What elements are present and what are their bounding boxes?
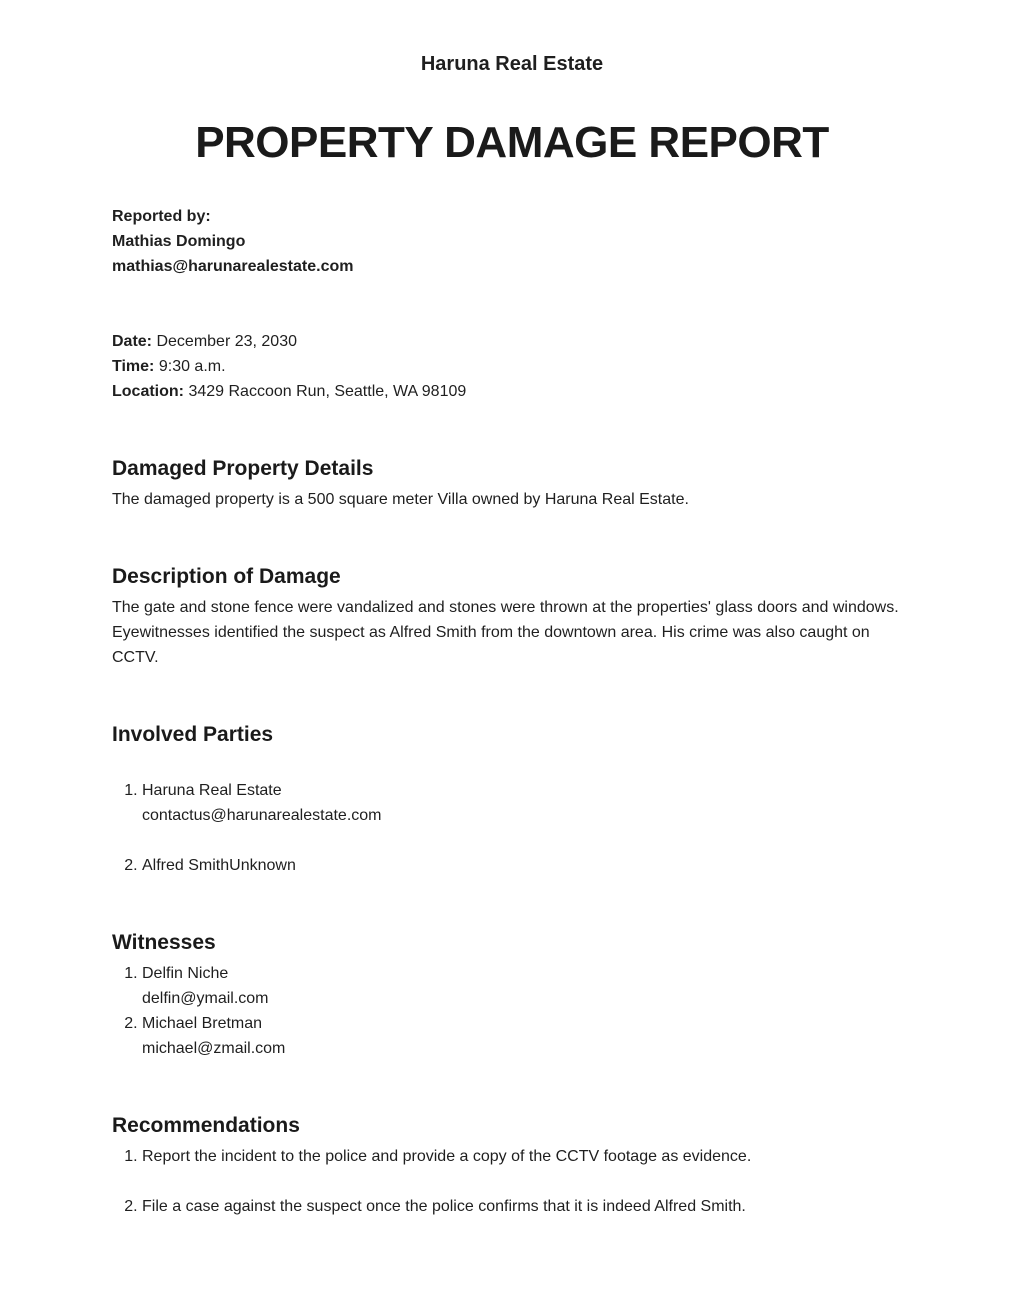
time-row [112,354,466,379]
location-value: 3429 Raccoon Run, Seattle, WA 98109 [188,383,467,400]
time-label: Time: [112,358,155,375]
list-item [142,961,902,1011]
witness-contact: delfin@ymail.com [142,990,269,1007]
reporter-block [112,204,353,279]
witnesses-list [112,961,902,1061]
party-name: 2. Alfred SmithUnknown [142,857,296,874]
company-name: Haruna Real Estate [420,53,604,75]
time-value: 9:30 a.m. [158,358,226,375]
party-name: 1. Haruna Real Estate [142,782,282,799]
damaged-property-heading: Damaged Property Details [112,457,374,480]
witnesses-heading: Witnesses [112,931,216,954]
date-value: December 23, 2030 [156,333,297,350]
reporter-email: mathias@harunarealestate.com [112,258,354,275]
involved-parties-list [112,778,902,878]
incident-meta [112,329,466,404]
involved-parties-heading: Involved Parties [112,723,274,746]
witness-contact: michael@zmail.com [142,1040,286,1057]
location-label: Location: [112,383,184,400]
list-item [142,1011,902,1061]
recommendations-heading: Recommendations [112,1114,300,1137]
description-heading: Description of Damage [112,565,341,588]
witness-name: 1. Delfin Niche [142,965,229,982]
list-item [142,778,902,828]
list-item: 2. File a case against the suspect once the police confirms that it is indeed Alfred Smith. [142,1194,902,1219]
damaged-property-text: The damaged property is a 500 square meter Villa owned by Haruna Real Estate. [112,491,689,508]
description-text: The gate and stone fence were vandalized and stones were thrown at the properties' glass doors and windows. Eyewitnesses identified the suspect as Alfred Smith from the downtown area. His crime was also caught on CCTV. [112,599,899,666]
date-label: Date: [112,333,153,350]
date-row [112,329,466,354]
location-row [112,379,466,404]
recommendations-list [112,1144,902,1219]
document-title: PROPERTY DAMAGE REPORT [195,118,829,167]
reporter-name: Mathias Domingo [112,233,246,250]
reporter-label: Reported by: [112,208,211,225]
list-item [142,853,902,878]
list-item: 1. Report the incident to the police and provide a copy of the CCTV footage as evidence. [142,1144,902,1169]
party-contact: contactus@harunarealestate.com [142,807,382,824]
witness-name: 2. Michael Bretman [142,1015,263,1032]
